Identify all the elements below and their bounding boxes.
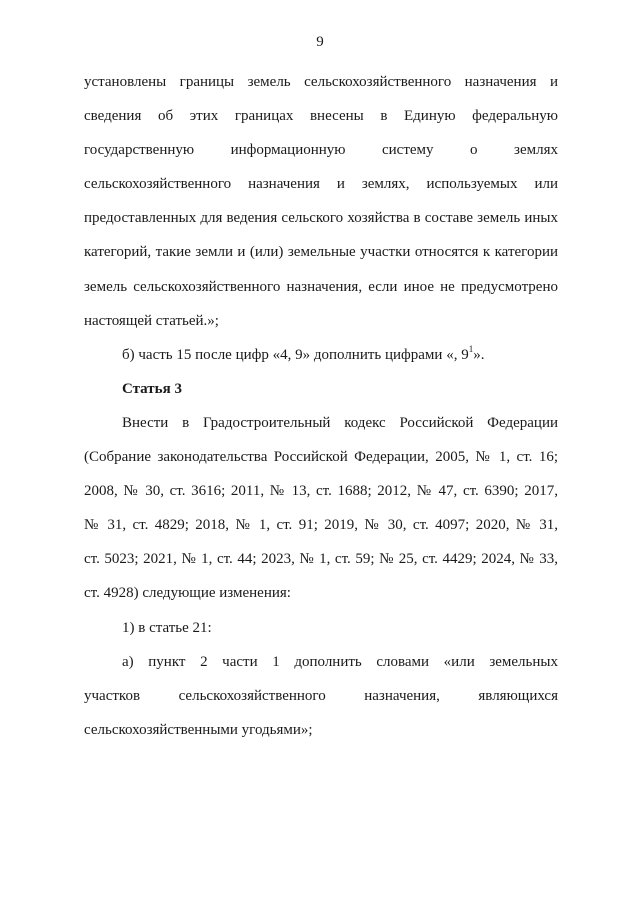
text-line: сведения об этих границах внесены в Единую федеральную <box>84 108 558 125</box>
page-number: 9 <box>316 34 324 50</box>
article-line: ст. 4928) следующие изменения: <box>84 585 291 602</box>
article-line: 2008, № 30, ст. 3616; 2011, № 13, ст. 1688; 2012, № 47, ст. 6390; 2017, <box>84 483 558 500</box>
text-line: предоставленных для ведения сельского хозяйства в составе земель иных <box>84 210 558 227</box>
text-line: категорий, такие земли и (или) земельные участки относятся к категории <box>84 244 558 261</box>
document-body <box>84 72 558 754</box>
text-line: настоящей статьей.»; <box>84 312 219 329</box>
item-b-end: ». <box>473 346 485 363</box>
item-a-line: сельскохозяйственными угодьями»; <box>84 721 313 738</box>
article-line: ст. 5023; 2021, № 1, ст. 44; 2023, № 1, ст. 59; № 25, ст. 4429; 2024, № 33, <box>84 551 558 568</box>
item-a-line: участков сельскохозяйственного назначения, являющихся <box>84 687 558 704</box>
text-line: земель сельскохозяйственного назначения, если иное не предусмотрено <box>84 278 558 295</box>
item-1-paragraph: 1) в статье 21: <box>122 619 212 636</box>
item-a-line: а) пункт 2 части 1 дополнить словами «или земельных <box>122 653 558 670</box>
text-line: установлены границы земель сельскохозяйственного назначения и <box>84 74 558 90</box>
article-line: (Собрание законодательства Российской Федерации, 2005, № 1, ст. 16; <box>84 449 558 466</box>
article-heading: Статья 3 <box>122 380 182 397</box>
item-b-text: б) часть 15 после цифр «4, 9» дополнить цифрами «, 9 <box>122 346 469 363</box>
text-line: государственную информационную систему о землях <box>84 142 558 159</box>
item-b-paragraph <box>84 345 558 379</box>
article-line: № 31, ст. 4829; 2018, № 1, ст. 91; 2019, № 30, ст. 4097; 2020, № 31, <box>84 517 558 534</box>
article-line: Внести в Градостроительный кодекс Российской Федерации <box>122 414 558 431</box>
text-line: сельскохозяйственного назначения и землях, используемых или <box>84 176 558 193</box>
item-b-superscript: 1 <box>468 343 474 354</box>
